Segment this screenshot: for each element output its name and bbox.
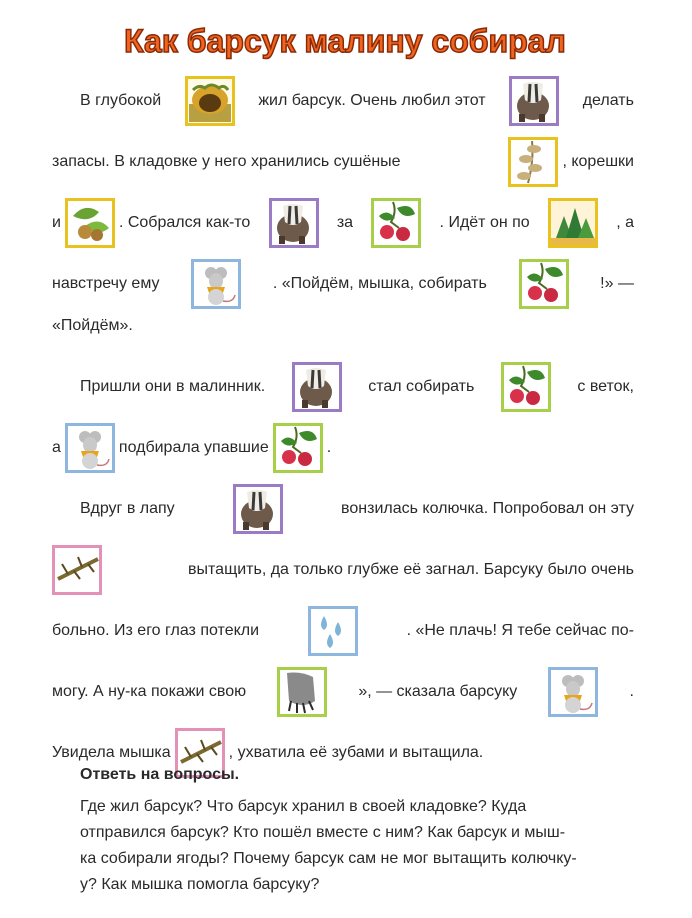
story-segment: Увидела мышка [52,743,171,761]
hazelnuts-picture-graphic [65,198,115,248]
story-segment: и [52,213,61,231]
story-segment: могу. А ну-ка покажи свою [52,682,247,700]
thorny-branch-picture-icon [52,545,102,595]
story-text [52,70,634,783]
story-segment: вонзилась колючка. Попробовал он эту [341,499,634,517]
badger-picture-graphic [292,362,342,412]
mouse-picture-icon [191,259,241,309]
badger-picture-graphic [269,198,319,248]
story-line [52,478,634,539]
mouse-picture-graphic [65,423,115,473]
story-line [52,253,634,314]
story-segment: , ухватила её зубами и вытащила. [228,743,484,761]
story-segment: вытащить, да только глубже её загнал. Барсуку было очень [188,560,634,578]
questions-text [80,794,634,898]
raspberry-picture-graphic [371,198,421,248]
story-group [52,198,250,248]
story-line [52,70,634,131]
story-segment: », — сказала барсуку [358,682,518,700]
burrow-picture-icon [185,76,235,126]
story-segment: за [336,213,354,231]
story-title-graphic [60,18,630,62]
raspberry-picture-graphic [501,362,551,412]
mouse-picture-icon [548,667,598,717]
story-segment: . [326,438,332,456]
story-segment: запасы. В кладовке у него хранились сушёные [52,152,401,170]
dried-mushrooms-picture-graphic [508,137,558,187]
story-segment: больно. Из его глаз потекли [52,621,260,639]
thorny-branch-picture-graphic [52,545,102,595]
paw-picture-icon [277,667,327,717]
raspberry-picture-icon [501,362,551,412]
story-segment: !» — [600,274,634,292]
story-segment: «Пойдём». [52,317,133,334]
mouse-picture-graphic [548,667,598,717]
story-segment: , а [616,213,634,231]
story-segment: . «Пойдём, мышка, собирать [272,274,487,292]
raspberry-picture-icon [371,198,421,248]
story-title [60,18,630,62]
raspberry-picture-graphic [273,423,323,473]
badger-picture-graphic [233,484,283,534]
story-segment: . [629,682,634,700]
question-line: отправился барсук? Кто пошёл вместе с ним? Как барсук и мыш- [80,824,566,841]
mouse-picture-icon [65,423,115,473]
hazelnuts-picture-icon [65,198,115,248]
story-segment: жил барсук. Очень любил этот [258,91,486,109]
story-line [52,192,634,253]
questions-heading: Ответь на вопросы. [80,766,240,783]
dried-mushrooms-picture-icon [508,137,558,187]
badger-picture-graphic [509,76,559,126]
story-segment: навстречу ему [52,274,160,292]
story-line [52,417,634,478]
story-segment: В глубокой [80,91,162,109]
story-line [52,131,634,192]
forest-picture-icon [548,198,598,248]
story-segment: с веток, [577,377,634,395]
badger-picture-icon [292,362,342,412]
story-segment: Пришли они в малинник. [80,377,266,395]
paw-picture-graphic [277,667,327,717]
story-line [52,314,634,338]
story-line [52,661,634,722]
story-title-text: Как барсук малину собирал [124,23,566,59]
burrow-picture-graphic [185,76,235,126]
story-segment: делать [582,91,634,109]
story-segment: подбирала упавшие [118,438,269,456]
story-line [52,600,634,661]
badger-picture-icon [233,484,283,534]
question-line: Где жил барсук? Что барсук хранил в своей кладовке? Куда [80,798,527,815]
questions-section [80,766,634,898]
story-segment: . «Не плачь! Я тебе сейчас по- [406,621,634,639]
story-segment: . Собрался как-то [118,213,251,231]
story-segment: стал собирать [368,377,475,395]
question-line: ка собирали ягоды? Почему барсук сам не мог вытащить колючку- [80,850,577,867]
mouse-picture-graphic [191,259,241,309]
tears-picture-icon [308,606,358,656]
story-group [504,137,634,187]
raspberry-picture-graphic [519,259,569,309]
story-segment: , корешки [562,152,634,170]
forest-picture-graphic [548,198,598,248]
tears-picture-graphic [308,606,358,656]
story-segment: Вдруг в лапу [80,499,175,517]
question-line: у? Как мышка помогла барсуку? [80,876,320,893]
story-segment: а [52,438,61,456]
story-line [52,356,634,417]
badger-picture-icon [269,198,319,248]
raspberry-picture-icon [273,423,323,473]
raspberry-picture-icon [519,259,569,309]
story-line [52,539,634,600]
story-segment: . Идёт он по [439,213,530,231]
badger-picture-icon [509,76,559,126]
